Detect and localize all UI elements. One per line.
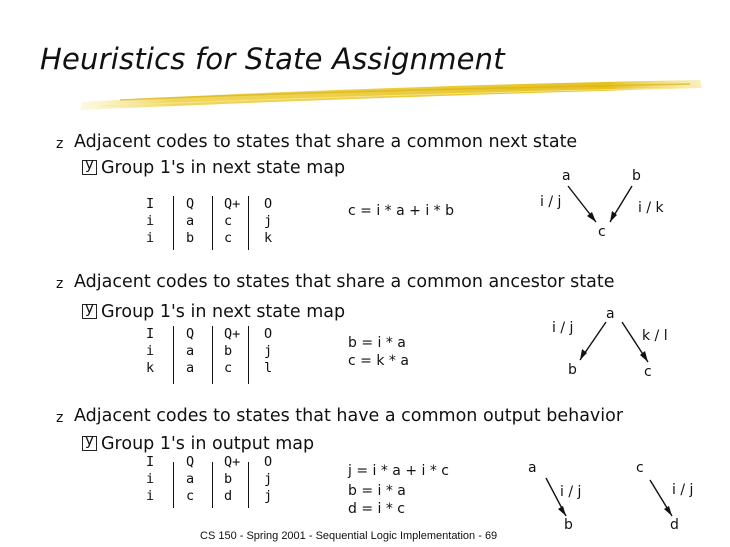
table-row	[146, 343, 296, 360]
table-header-row	[146, 454, 296, 471]
sub-bullet-icon	[82, 436, 97, 451]
table-cell: l	[264, 360, 273, 376]
table-cell: i	[146, 230, 155, 246]
table-header-row	[146, 326, 296, 343]
section2-equation-1: b = i * a	[348, 335, 406, 351]
section3-sub-text: Group 1's in output map	[101, 434, 315, 454]
state-node-b: b	[632, 168, 641, 184]
table-cell: i	[146, 343, 155, 359]
section2-heading: Adjacent codes to states that share a common ancestor state	[74, 272, 615, 292]
table-header: I	[146, 196, 155, 212]
table-divider	[248, 462, 249, 508]
bullet-z-icon: z	[56, 410, 64, 426]
state-node-c: c	[636, 460, 644, 476]
table-cell: a	[186, 360, 195, 376]
section2-state-table	[146, 326, 296, 377]
section3-subpoint	[82, 434, 314, 454]
section3-state-table	[146, 454, 296, 505]
state-node-b: b	[568, 362, 577, 378]
state-node-c: c	[598, 224, 606, 240]
table-header: Q+	[224, 196, 241, 212]
edge-label: i / k	[638, 200, 664, 216]
section2-equation-2: c = k * a	[348, 353, 409, 369]
slide-title: Heuristics for State Assignment	[40, 42, 505, 76]
table-header: O	[264, 326, 273, 342]
section2-sub-text: Group 1's in next state map	[101, 302, 346, 322]
edge-label: i / j	[560, 484, 582, 500]
bullet-z-icon: z	[56, 276, 64, 292]
table-header-row	[146, 196, 296, 213]
table-header: Q+	[224, 326, 241, 342]
table-header: O	[264, 454, 273, 470]
section1-subpoint	[82, 158, 345, 178]
table-header: I	[146, 454, 155, 470]
table-cell: i	[146, 488, 155, 504]
table-row	[146, 488, 296, 505]
table-header: Q	[186, 196, 195, 212]
state-node-c: c	[644, 364, 652, 380]
table-header: Q+	[224, 454, 241, 470]
section2-subpoint	[82, 302, 345, 322]
state-node-a: a	[606, 306, 615, 322]
table-cell: b	[186, 230, 195, 246]
table-divider	[248, 326, 249, 384]
table-divider	[173, 326, 174, 384]
section1-equation: c = i * a + i * b	[348, 203, 455, 219]
table-cell: k	[146, 360, 155, 376]
table-cell: j	[264, 471, 273, 487]
section3-equation-2: b = i * a	[348, 483, 406, 499]
edge-label: k / l	[642, 328, 668, 344]
table-header: O	[264, 196, 273, 212]
table-divider	[212, 196, 213, 250]
edge-label: i / j	[552, 320, 574, 336]
table-row	[146, 471, 296, 488]
edge-label: i / j	[672, 482, 694, 498]
table-cell: c	[224, 230, 233, 246]
edge-label: i / j	[540, 194, 562, 210]
table-row	[146, 230, 296, 247]
section1-state-table	[146, 196, 296, 247]
table-cell: j	[264, 213, 273, 229]
bullet-z-icon: z	[56, 136, 64, 152]
state-node-a: a	[562, 168, 571, 184]
table-header: Q	[186, 454, 195, 470]
table-divider	[212, 462, 213, 508]
table-divider	[212, 326, 213, 384]
table-cell: b	[224, 471, 233, 487]
table-cell: a	[186, 343, 195, 359]
table-divider	[173, 462, 174, 508]
sub-bullet-icon	[82, 304, 97, 319]
table-cell: j	[264, 343, 273, 359]
table-cell: b	[224, 343, 233, 359]
section3-heading: Adjacent codes to states that have a common output behavior	[74, 406, 624, 426]
section1-sub-text: Group 1's in next state map	[101, 158, 346, 178]
table-row	[146, 360, 296, 377]
state-node-a: a	[528, 460, 537, 476]
table-cell: j	[264, 488, 273, 504]
arrowhead-icon	[664, 506, 672, 516]
table-cell: c	[224, 213, 233, 229]
table-divider	[173, 196, 174, 250]
section3-equation-3: d = i * c	[348, 501, 406, 517]
state-node-d: d	[670, 517, 679, 533]
arrowhead-icon	[587, 212, 596, 222]
table-header: I	[146, 326, 155, 342]
table-header: Q	[186, 326, 195, 342]
table-row	[146, 213, 296, 230]
table-cell: a	[186, 213, 195, 229]
table-cell: d	[224, 488, 233, 504]
arrowhead-icon	[558, 506, 566, 516]
table-cell: c	[186, 488, 195, 504]
section1-heading: Adjacent codes to states that share a common next state	[74, 132, 578, 152]
table-cell: a	[186, 471, 195, 487]
sub-bullet-icon	[82, 160, 97, 175]
table-cell: c	[224, 360, 233, 376]
table-cell: i	[146, 471, 155, 487]
section3-equation-1: j = i * a + i * c	[348, 463, 450, 479]
table-divider	[248, 196, 249, 250]
table-cell: k	[264, 230, 273, 246]
slide-footer: CS 150 - Spring 2001 - Sequential Logic Implementation - 69	[200, 530, 498, 542]
state-node-b: b	[564, 517, 573, 533]
table-cell: i	[146, 213, 155, 229]
